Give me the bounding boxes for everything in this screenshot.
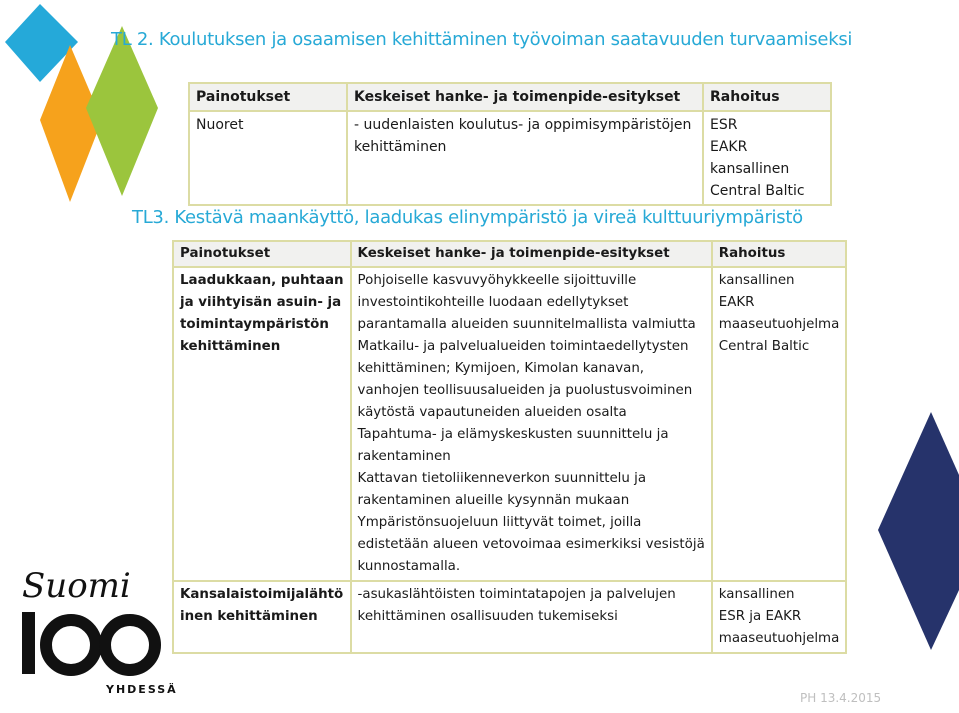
- navy-diamond: [878, 412, 959, 650]
- logo-one: [22, 612, 35, 674]
- cell-painotus: Nuoret: [189, 111, 347, 205]
- logo-tagline: YHDESSÄ: [106, 683, 178, 696]
- table-header-row: [189, 83, 831, 111]
- header-painotukset: Painotukset: [173, 241, 351, 267]
- header-rahoitus: Rahoitus: [703, 83, 831, 111]
- heading-tl3: TL3. Kestävä maankäyttö, laadukas elinympäristö ja vireä kulttuuriympäristö: [132, 207, 803, 228]
- cell-rahoitus: kansallinen EAKR maaseutuohjelma Central Baltic: [712, 267, 847, 581]
- table-tl3: [172, 240, 847, 654]
- cell-rahoitus: ESR EAKR kansallinen Central Baltic: [703, 111, 831, 205]
- cell-painotus: Kansalaistoimijalähtö inen kehittäminen: [173, 581, 351, 653]
- cell-esitykset: -asukaslähtöisten toimintatapojen ja palvelujen kehittäminen osallisuuden tukemiseksi: [351, 581, 712, 653]
- logo-zero-2: [105, 620, 155, 670]
- logo-script: Suomi: [22, 566, 131, 606]
- header-esitykset: Keskeiset hanke- ja toimenpide-esitykset: [351, 241, 712, 267]
- table-tl2: [188, 82, 832, 206]
- header-esitykset: Keskeiset hanke- ja toimenpide-esitykset: [347, 83, 703, 111]
- logo-100-graphic: [16, 608, 166, 680]
- cell-painotus: Laadukkaan, puhtaan ja viihtyisän asuin- ja toimintaympäristön kehittäminen: [173, 267, 351, 581]
- logo-zero-1: [46, 620, 96, 670]
- table-row: [173, 581, 846, 653]
- table-header-row: [173, 241, 846, 267]
- header-painotukset: Painotukset: [189, 83, 347, 111]
- footer-date: PH 13.4.2015: [800, 691, 882, 705]
- table-row: [173, 267, 846, 581]
- lime-diamond: [86, 26, 158, 196]
- heading-tl2: TL 2. Koulutuksen ja osaamisen kehittäminen työvoiman saatavuuden turvaamiseksi: [111, 29, 853, 50]
- table-row: [189, 111, 831, 205]
- cell-rahoitus: kansallinen ESR ja EAKR maaseutuohjelma: [712, 581, 847, 653]
- header-rahoitus: Rahoitus: [712, 241, 847, 267]
- cell-esitykset: Pohjoiselle kasvuvyöhykkeelle sijoittuville investointikohteille luodaan edellytykset parantamalla alueiden suunnitelmallista valmiutta Matkailu- ja palvelualueiden toimintaedellytysten kehittäminen; Kymijoen, Kimolan kanavan, vanhojen teollisuusalueiden ja puolustusvoiminen käytöstä vapautuneiden alueiden osalta Tapahtuma- ja elämyskeskusten suunnittelu ja rakentaminen Kattavan tietoliikenneverkon suunnittelu ja rakentaminen alueille kysynnän mukaan Ympäristönsuojeluun liittyvät toimet, joilla edistetään alueen vetovoimaa esimerkiksi vesistöjä kunnostamalla.: [351, 267, 712, 581]
- cell-esitykset: - uudenlaisten koulutus- ja oppimisympäristöjen kehittäminen: [347, 111, 703, 205]
